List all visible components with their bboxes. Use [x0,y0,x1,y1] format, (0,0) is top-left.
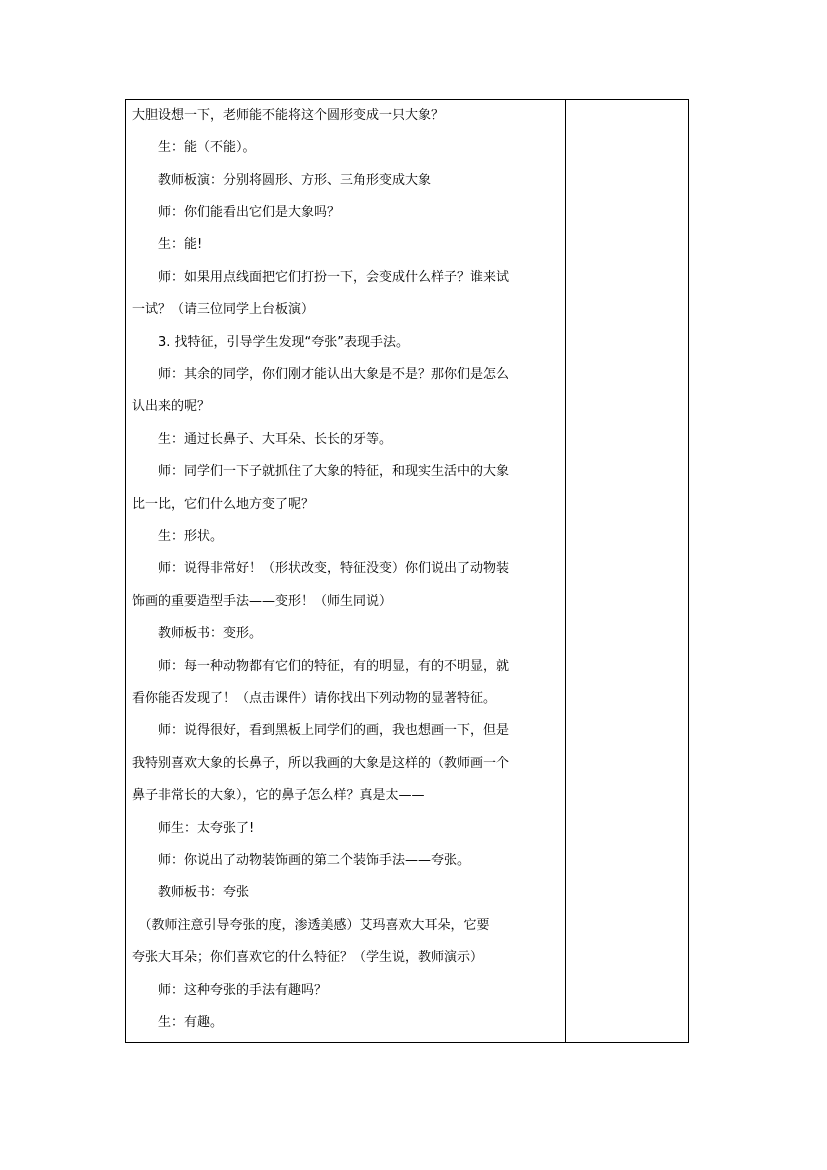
text-line: 师：你说出了动物装饰画的第二个装饰手法——夸张。 [132,853,471,868]
text-line: 师：说得非常好！（形状改变，特征没变）你们说出了动物装 [132,561,510,576]
text-line: 看你能否发现了！（点击课件）请你找出下列动物的显著特征。 [132,691,497,706]
text-line: 生：通过长鼻子、大耳朵、长长的牙等。 [132,432,393,447]
text-line: 师：这种夸张的手法有趣吗？ [132,983,328,998]
text-line: 3. 找特征，引导学生发现“夸张”表现手法。 [132,335,410,350]
text-line: 我特别喜欢大象的长鼻子，所以我画的大象是这样的（教师画一个 [132,756,510,771]
text-line: 认出来的呢？ [132,399,211,414]
text-line: 饰画的重要造型手法——变形！（师生同说） [132,594,393,609]
text-line: 师：其余的同学，你们刚才能认出大象是不是？那你们是怎么 [132,367,510,382]
text-line: 教师板书：夸张 [132,885,250,900]
text-line: 生：能（不能）。 [132,140,256,155]
text-line: 比一比，它们什么地方变了呢？ [132,497,315,512]
text-line: 教师板演：分别将圆形、方形、三角形变成大象 [132,173,432,188]
text-line: 大胆设想一下，老师能不能将这个圆形变成一只大象？ [132,108,445,123]
notes-cell [566,100,688,1042]
text-line: 生：有趣。 [132,1015,224,1030]
text-line: 师生：太夸张了! [132,821,255,836]
text-line: 师：你们能看出它们是大象吗？ [132,205,341,220]
text-line: 师：说得很好，看到黑板上同学们的画，我也想画一下，但是 [132,723,510,738]
text-line: 鼻子非常长的大象），它的鼻子怎么样？真是太—— [132,788,425,803]
text-line: （教师注意引导夸张的度，渗透美感）艾玛喜欢大耳朵，它要 [132,918,490,933]
lesson-table [125,99,689,1043]
text-line: 师：每一种动物都有它们的特征，有的明显，有的不明显，就 [132,659,510,674]
text-line: 夸张大耳朵；你们喜欢它的什么特征？（学生说，教师演示） [132,950,484,965]
text-line: 师：同学们一下子就抓住了大象的特征，和现实生活中的大象 [132,464,510,479]
text-line: 一试？（请三位同学上台板演） [132,302,315,317]
text-line: 教师板书：变形。 [132,626,263,641]
text-line: 生：能! [132,237,203,252]
text-line: 师：如果用点线面把它们打扮一下，会变成什么样子？谁来试 [132,270,510,285]
lesson-content-cell [126,100,565,1042]
text-line: 生：形状。 [132,529,224,544]
